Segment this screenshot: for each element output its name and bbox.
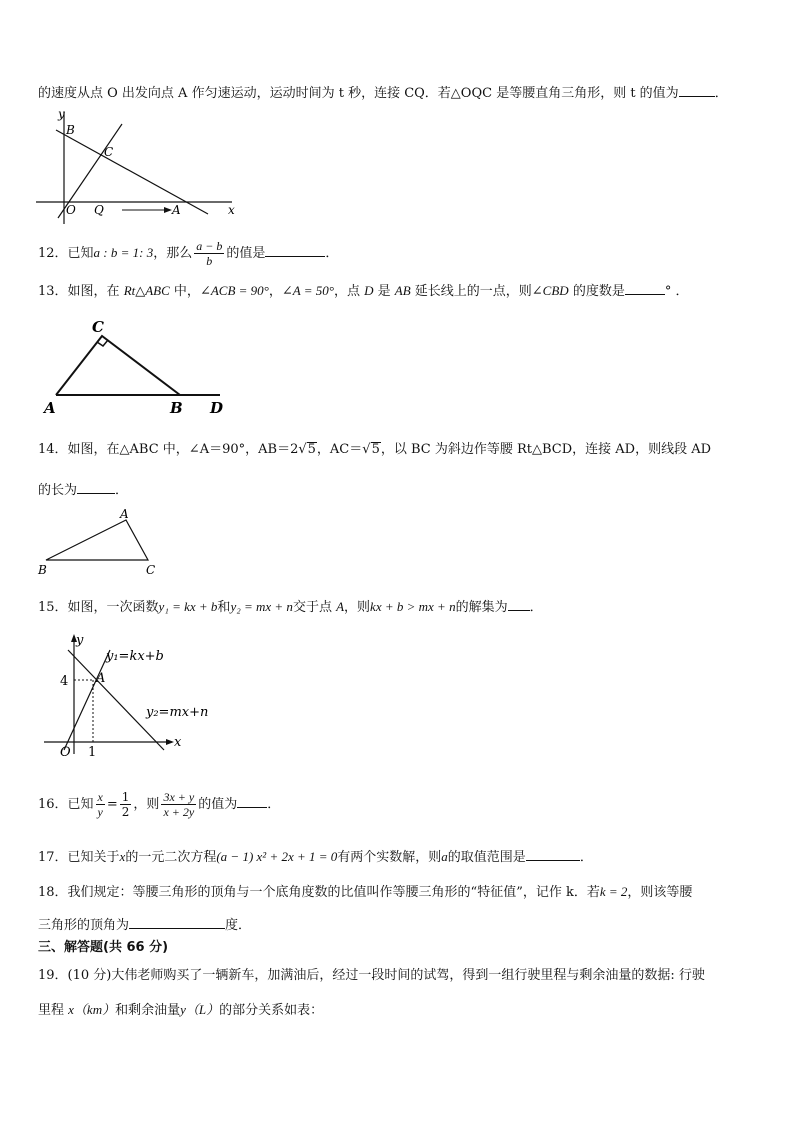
q15-tick-4: 4 <box>60 674 69 689</box>
q15-label-x: x <box>174 735 182 750</box>
q14-label-B: B <box>38 563 47 577</box>
q15-line: 15．如图，一次函数y₁ = kx + b和y₂ = mx + n交于点 A，则kx + b > mx + n的解集为 ． <box>38 596 543 618</box>
q11-label-B: B <box>66 123 75 137</box>
sqrt-icon: √ <box>362 442 371 457</box>
q15-label-A: A <box>96 671 106 686</box>
q15-label-y1: y₁=kx+b <box>106 649 164 664</box>
q18-answer-blank[interactable] <box>129 914 225 929</box>
q13-figure <box>40 318 240 418</box>
q11-figure <box>36 108 246 230</box>
q12-line: 12．已知a : b = 1: 3，那么 $\frac{a - b}{b}$ 的值是 ． <box>38 239 339 268</box>
q11-label-C: C <box>104 145 114 159</box>
q15-label-y2: y₂=mx+n <box>146 705 209 720</box>
q11-line: 的速度从点 O 出发向点 A 作匀速运动，运动时间为 t 秒，连接 CQ．若△OQC 是等腰直角三角形，则 t 的值为 ． <box>38 82 728 104</box>
q15-figure <box>40 632 209 762</box>
q14-line2: 的长为 ． <box>38 479 128 501</box>
q16-answer-blank[interactable] <box>237 793 267 808</box>
q19-line1: 19．(10 分)大伟老师购买了一辆新车，加满油后，经过一段时间的试驾，得到一组行驶里程与剩余油量的数据: 行驶 <box>38 968 705 983</box>
q13-label-C: C <box>92 318 104 336</box>
q14-label-A: A <box>120 507 129 521</box>
q12-answer-blank[interactable] <box>265 242 325 257</box>
q18-line2: 三角形的顶角为 度． <box>38 914 251 936</box>
q19-line2: 里程 x（km）和剩余油量y（L）的部分关系如表： <box>38 1002 324 1018</box>
q11-label-y: y <box>58 107 65 121</box>
q13-label-D: D <box>210 399 224 417</box>
q13-label-B: B <box>170 399 183 417</box>
section-3-heading: 三、解答题(共 66 分) <box>38 940 169 955</box>
q11-label-Q: Q <box>94 203 104 217</box>
sqrt-icon: √ <box>298 442 307 457</box>
q14-label-C: C <box>146 563 156 577</box>
q17-line: 17．已知关于x的一元二次方程(a − 1) x² + 2x + 1 = 0有两个实数解，则a的取值范围是 ． <box>38 846 593 868</box>
q16-line: 16．已知 $\frac{x}{y}$ = $\frac{1}{2}$ ，则 $\frac{3x + y}{x + 2y}$ 的值为 ． <box>38 790 281 819</box>
q11-label-x: x <box>228 203 235 217</box>
q18-line1: 18．我们规定：等腰三角形的顶角与一个底角度数的比值叫作等腰三角形的“特征值”，记作 k．若k = 2，则该等腰 <box>38 884 693 900</box>
q17-answer-blank[interactable] <box>526 846 580 861</box>
q15-tick-1: 1 <box>88 745 97 760</box>
q11-answer-blank[interactable] <box>679 82 715 97</box>
q15-answer-blank[interactable] <box>508 596 530 611</box>
q11-label-O: O <box>66 203 76 217</box>
q11-label-A: A <box>172 203 181 217</box>
q14-figure <box>36 506 166 578</box>
q15-label-y: y <box>76 633 84 648</box>
q14-answer-blank[interactable] <box>77 479 115 494</box>
q14-line1: 14．如图，在△ABC 中，∠A＝90°，AB＝2√5，AC＝√5，以 BC 为斜边作等腰 Rt△BCD，连接 AD，则线段 AD <box>38 442 712 457</box>
q12-fraction: $\frac{a - b}{b}$ <box>196 239 223 268</box>
q13-label-A: A <box>44 399 56 417</box>
q15-label-O: O <box>60 745 71 760</box>
q13-line: 13．如图，在 Rt△ABC 中，∠ACB = 90°，∠A = 50°，点 D 是 AB 延长线上的一点，则∠CBD 的度数是 ° ． <box>38 280 688 302</box>
q13-answer-blank[interactable] <box>625 280 665 295</box>
